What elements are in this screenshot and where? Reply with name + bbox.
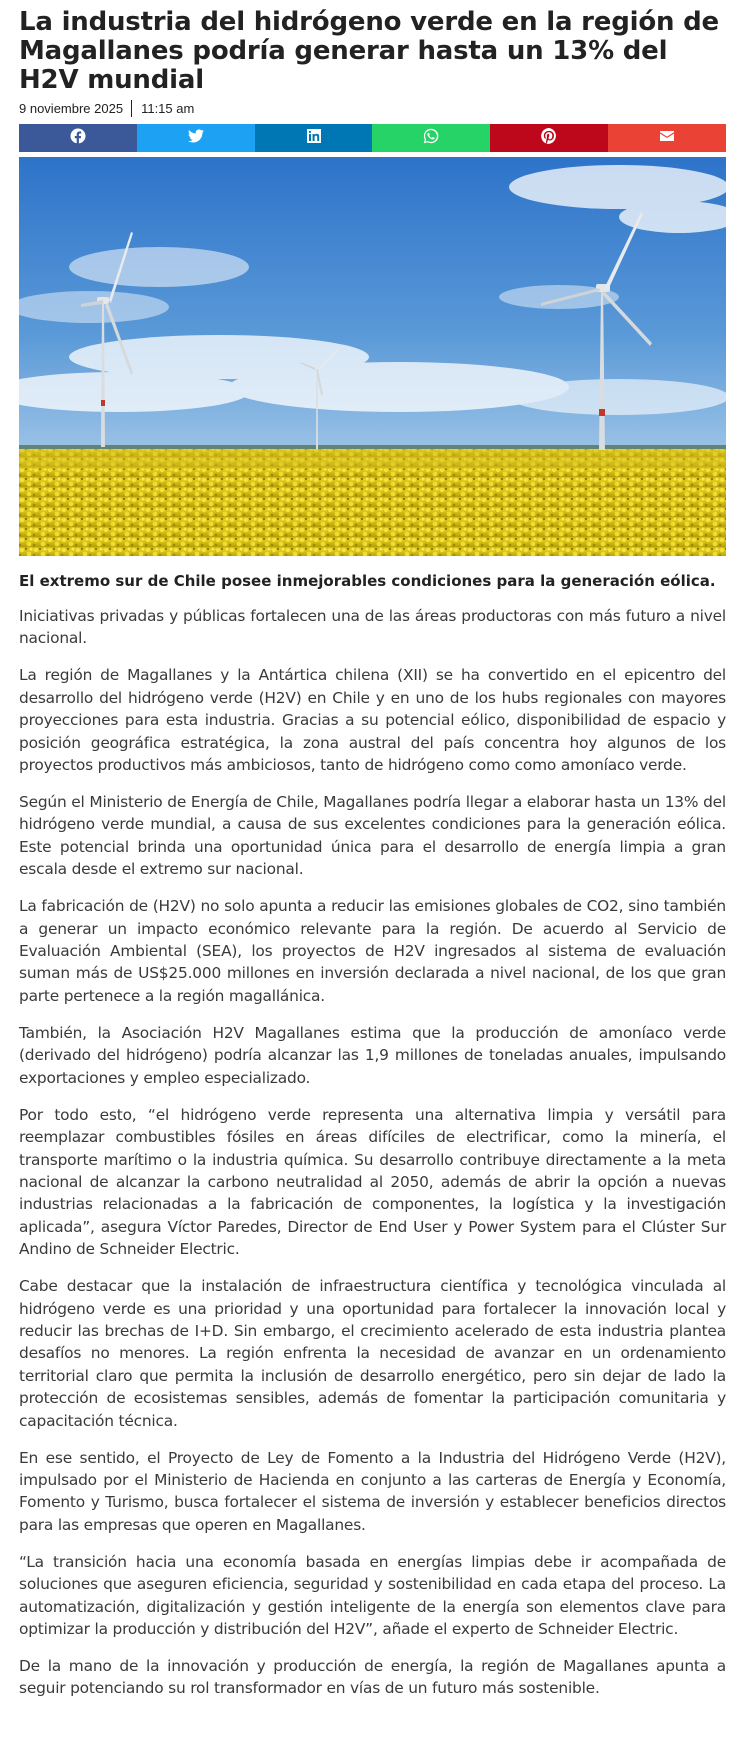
article-paragraph: Por todo esto, “el hidrógeno verde representa una alternativa limpia y versátil para reemplazar combustibles fósiles en áreas difíciles de electrificar, como la minería, el transporte marítimo o la industria química. Su desarrollo contribuye directamente a la meta nacional de alcanzar la carbono neutralidad al 2050, además de abrir la opción a nuevas industrias relacionadas a la fabricación de componentes, la logística y la investigación aplicada”, asegura Víctor Paredes, Director de End User y Power System para el Clúster Sur Andino de Schneider Electric. bbox=[19, 1105, 726, 1259]
article-paragraph: La región de Magallanes y la Antártica chilena (XII) se ha convertido en el epicentro del desarrollo del hidrógeno verde (H2V) en Chile y en uno de los hubs regionales con mayores proyecciones para esta industria. Gracias a su potencial eólico, disponibilidad de espacio y posición geográfica estratégica, la zona austral del país concentra hoy algunos de los proyectos productivos más ambiciosos, tanto de hidrógeno como como amoníaco verde. bbox=[19, 666, 726, 775]
linkedin-icon bbox=[306, 128, 322, 149]
article-paragraph: De la mano de la innovación y producción de energía, la región de Magallanes apunta a seguir potenciando su rol transformador en vías de un futuro más sostenible. bbox=[19, 1657, 726, 1698]
envelope-icon bbox=[659, 128, 675, 149]
article-meta bbox=[19, 100, 194, 117]
article-date: 9 noviembre 2025 bbox=[19, 101, 124, 116]
pinterest-icon bbox=[541, 128, 557, 149]
share-linkedin-button[interactable] bbox=[255, 124, 373, 152]
hero-image bbox=[19, 157, 726, 556]
share-bar bbox=[19, 124, 726, 152]
article-paragraph: La fabricación de (H2V) no solo apunta a reducir las emisiones globales de CO2, sino también a generar un impacto económico relevante para la región. De acuerdo al Servicio de Evaluación Ambiental (SEA), los proyectos de H2V ingresados al sistema de evaluación suman más de US$25.000 millones en inversión declarada a nivel nacional, de los que gran parte pertenece a la región magallánica. bbox=[19, 897, 726, 1005]
article-paragraph: Cabe destacar que la instalación de infraestructura científica y tecnológica vinculada al hidrógeno verde es una prioridad y una oportunidad para fortalecer la innovación local y reducir las brechas de I+D. Sin embargo, el crecimiento acelerado de esta industria plantea desafíos no menores. La región enfrenta la necesidad de avanzar en un ordenamiento territorial claro que permita la inclusión de desarrollo energético, pero sin dejar de lado la protección de ecosistemas sensibles, además de fomentar la participación comunitaria y capacitación técnica. bbox=[19, 1277, 726, 1430]
wind-turbines-field-image bbox=[19, 157, 726, 556]
facebook-icon bbox=[70, 128, 86, 149]
share-facebook-button[interactable] bbox=[19, 124, 137, 152]
twitter-icon bbox=[188, 128, 204, 149]
article-paragraph: Iniciativas privadas y públicas fortalecen una de las áreas productoras con más futuro a nivel nacional. bbox=[19, 607, 726, 648]
share-whatsapp-button[interactable] bbox=[372, 124, 490, 152]
meta-divider bbox=[131, 100, 132, 117]
article-paragraph: También, la Asociación H2V Magallanes estima que la producción de amoníaco verde (derivado del hidrógeno) podría alcanzar las 1,9 millones de toneladas anuales, impulsando exportaciones y empleo especializado. bbox=[19, 1023, 726, 1087]
share-pinterest-button[interactable] bbox=[490, 124, 608, 152]
share-twitter-button[interactable] bbox=[137, 124, 255, 152]
article-paragraph: En ese sentido, el Proyecto de Ley de Fomento a la Industria del Hidrógeno Verde (H2V), impulsado por el Ministerio de Hacienda en conjunto a las carteras de Energía y Economía, Fomento y Turismo, busca fortalecer el sistema de inversión y establecer beneficios directos para las empresas que operen en Magallanes. bbox=[19, 1448, 726, 1534]
article-title: La industria del hidrógeno verde en la región de Magallanes podría generar hasta un 13% del H2V mundial bbox=[19, 7, 719, 95]
article-paragraph: “La transición hacia una economía basada en energías limpias debe ir acompañada de soluciones que aseguren eficiencia, seguridad y sostenibilidad en cada etapa del proceso. La automatización, digitalización y gestión inteligente de la energía son elementos clave para optimizar la producción y distribución del H2V”, añade el experto de Schneider Electric. bbox=[19, 1552, 726, 1638]
article-lead: El extremo sur de Chile posee inmejorables condiciones para la generación eólica. bbox=[19, 572, 716, 590]
whatsapp-icon bbox=[423, 128, 439, 149]
article-body bbox=[19, 570, 726, 1714]
share-email-button[interactable] bbox=[608, 124, 726, 152]
article-time: 11:15 am bbox=[141, 101, 195, 116]
article-paragraph: Según el Ministerio de Energía de Chile, Magallanes podría llegar a elaborar hasta un 13% del hidrógeno verde mundial, a causa de sus excelentes condiciones para la generación eólica. Este potencial brinda una oportunidad única para el desarrollo de energía limpia a gran escala desde el extremo sur nacional. bbox=[19, 793, 726, 879]
